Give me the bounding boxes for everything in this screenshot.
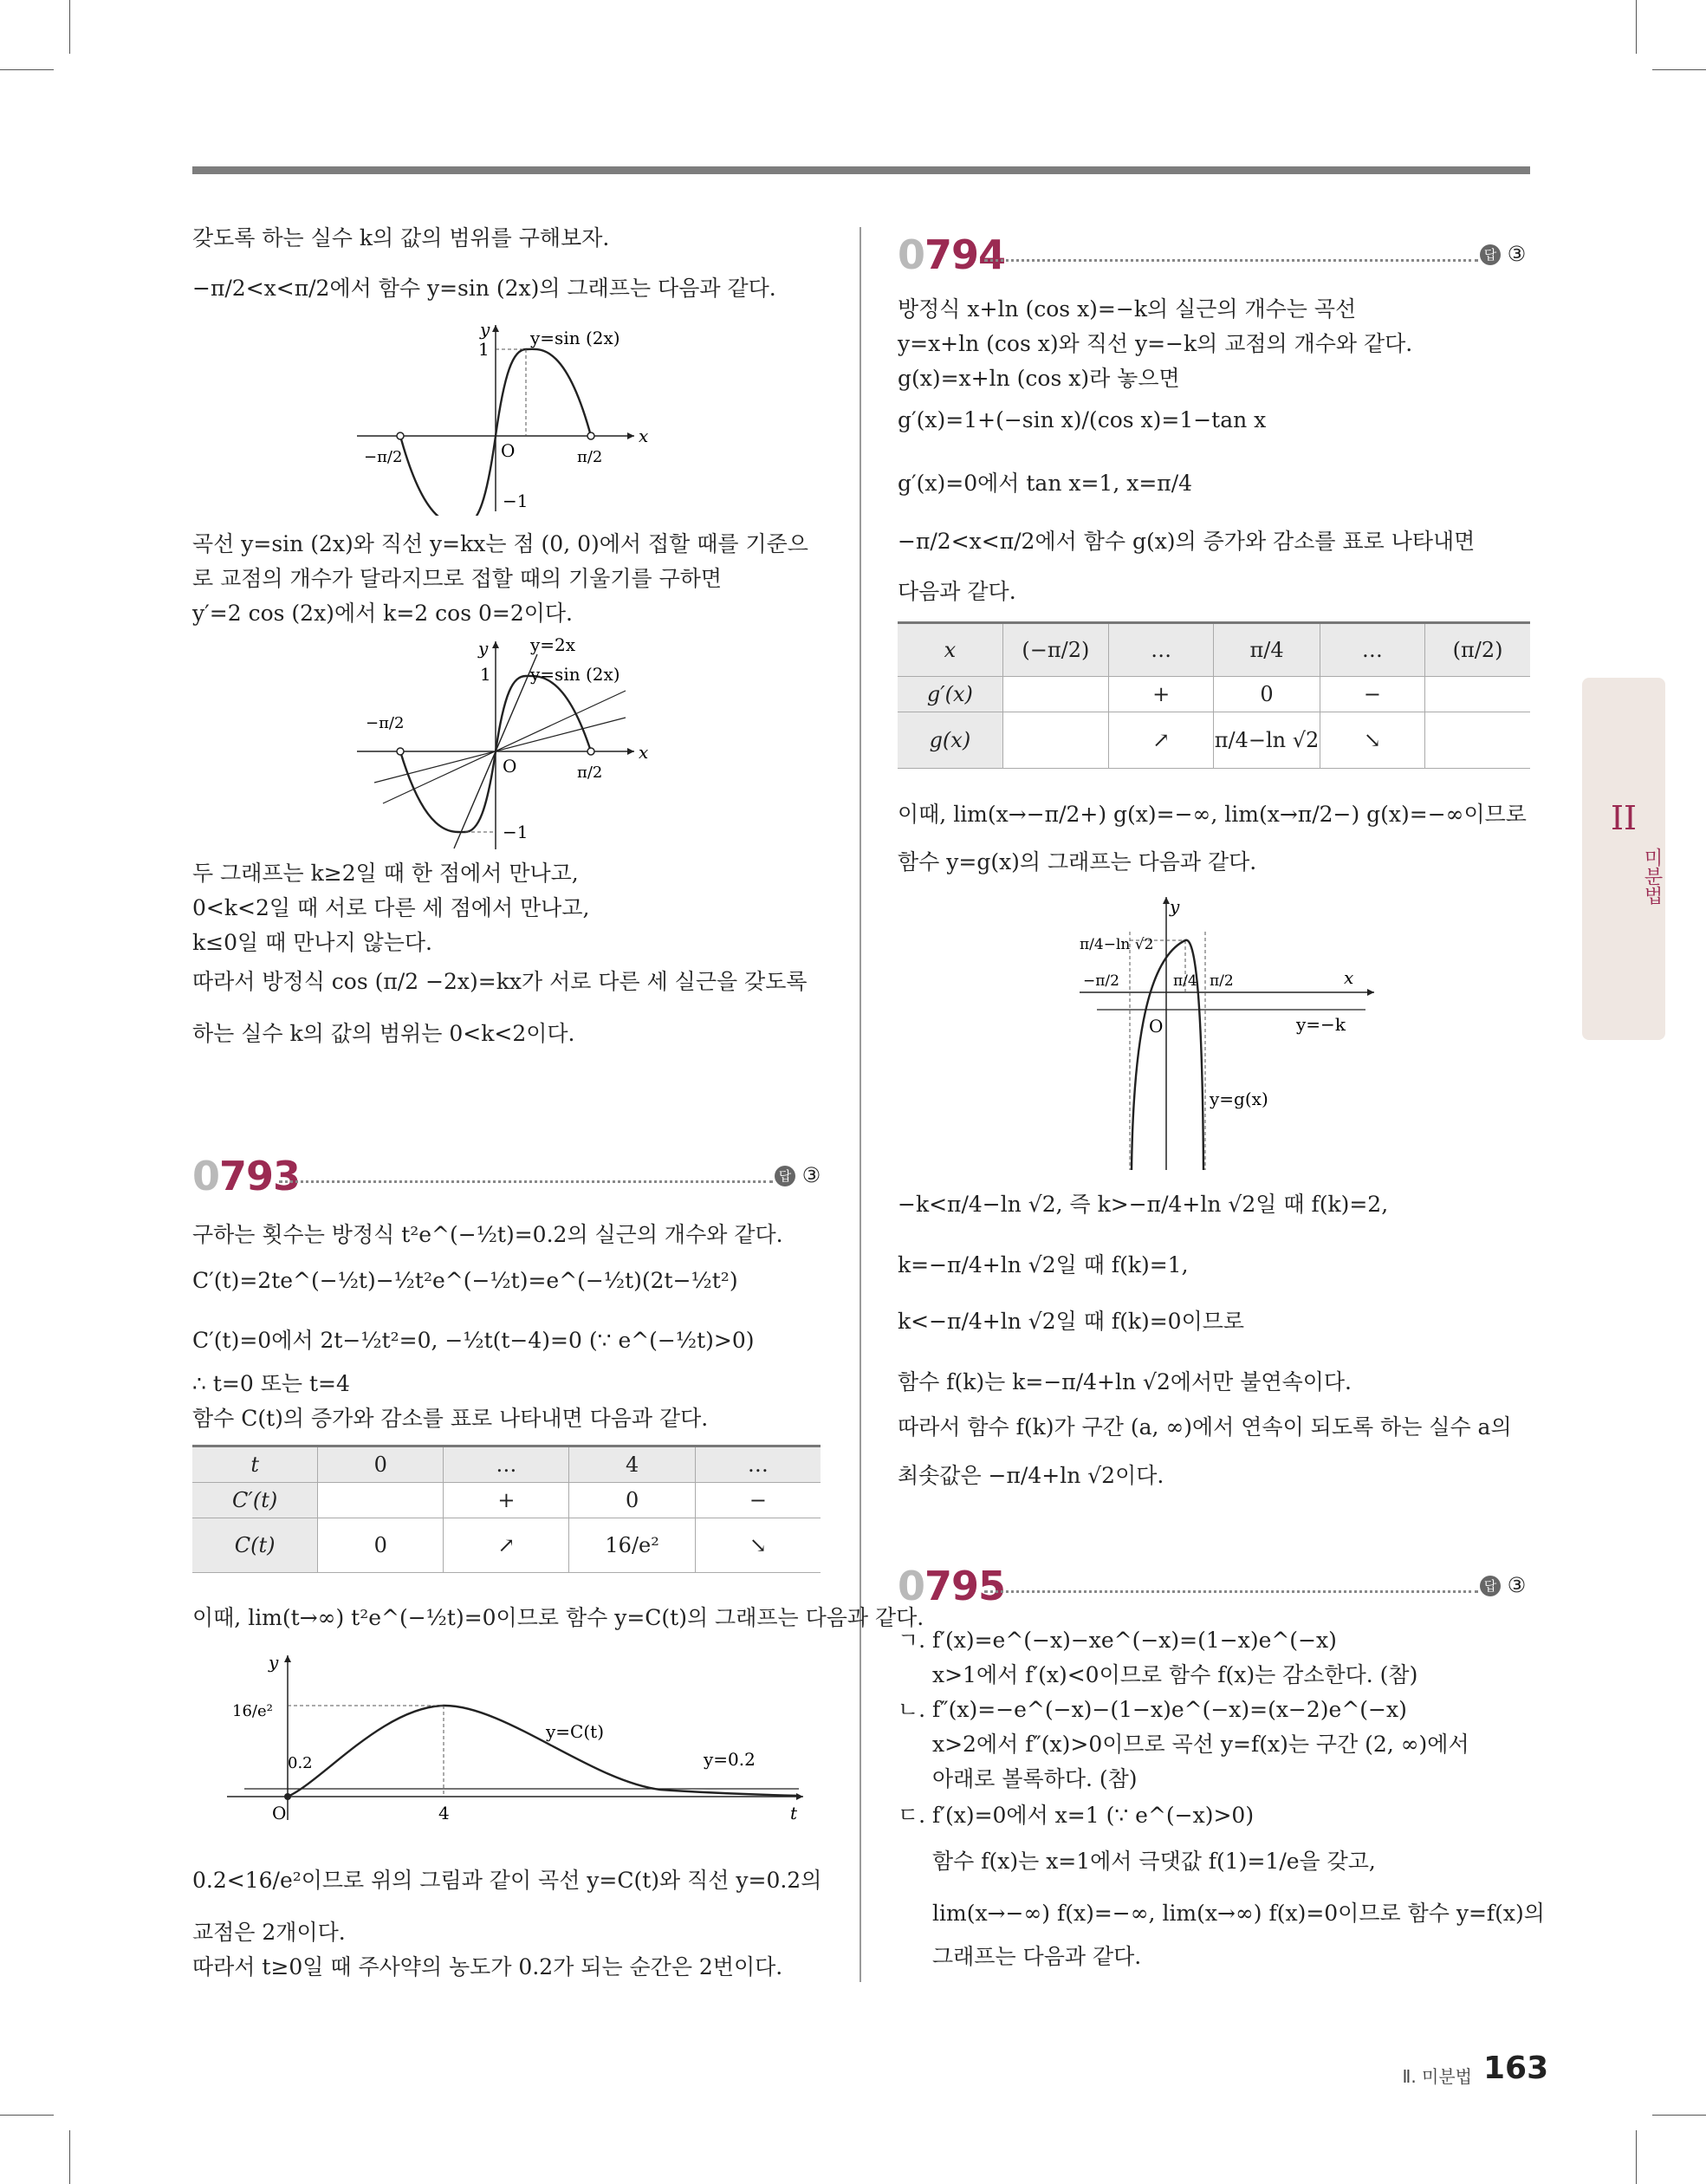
origin-label: O	[503, 756, 517, 777]
x-axis-label: t	[790, 1803, 798, 1823]
tick-4: 4	[438, 1803, 450, 1823]
text-line: k≤0일 때 만나지 않는다.	[192, 930, 432, 955]
text-line: 하는 실수 k의 값의 범위는 0<k<2이다.	[192, 1021, 575, 1046]
answer-icon: 답	[1480, 1576, 1501, 1596]
table-cell: g(x)	[898, 712, 1002, 769]
text-line: 0<k<2일 때 서로 다른 세 점에서 만나고,	[192, 895, 590, 920]
table-row	[192, 1483, 821, 1518]
text-line: 교점은 2개이다.	[192, 1920, 346, 1945]
problem-number: 0793	[192, 1153, 301, 1199]
table-cell: +	[1109, 677, 1214, 712]
table-cell: …	[1320, 623, 1424, 677]
chapter-side-tab	[1582, 678, 1665, 1040]
answer-badge: 답 ③	[1480, 1573, 1526, 1597]
table-cell: π/4−ln √2	[1214, 712, 1320, 769]
crop-mark	[1652, 2115, 1706, 2116]
text-line: y′=2 cos (2x)에서 k=2 cos 0=2이다.	[192, 601, 573, 626]
table-cell: ↗	[444, 1518, 569, 1573]
tick-neg-pi2: −π/2	[364, 448, 403, 466]
dotted-leader	[984, 259, 1478, 262]
text-line: 따라서 방정식 cos (π/2 −2x)=kx가 서로 다른 세 실근을 갖도록	[192, 969, 808, 994]
table-cell: C′(t)	[192, 1483, 318, 1518]
y-axis-label: y	[1170, 897, 1180, 917]
chapter-roman: II	[1610, 799, 1638, 837]
text-line: ∴ t=0 또는 t=4	[192, 1371, 350, 1396]
text-line: k=−π/4+ln √2일 때 f(k)=1,	[898, 1252, 1189, 1277]
text-line: lim(x→−∞) f(x)=−∞, lim(x→∞) f(x)=0이므로 함수 y=f(x)의	[932, 1901, 1545, 1926]
origin-label: O	[272, 1803, 287, 1823]
column-divider	[859, 227, 861, 1982]
text-line: g′(x)=0에서 tan x=1, x=π/4	[898, 471, 1193, 496]
curve-label: y=sin (2x)	[530, 664, 620, 685]
text-line: 0.2<16/e²이므로 위의 그림과 같이 곡선 y=C(t)와 직선 y=0.2의	[192, 1868, 822, 1893]
text-line: k<−π/4+ln √2일 때 f(k)=0이므로	[898, 1309, 1245, 1334]
table-cell: ↘	[695, 1518, 821, 1573]
origin-label: O	[1149, 1016, 1164, 1037]
table-cell: …	[1109, 623, 1214, 677]
tick-1: 1	[480, 664, 491, 685]
table-cell: …	[444, 1446, 569, 1483]
table-cell: −	[695, 1483, 821, 1518]
dotted-leader	[279, 1180, 773, 1183]
table-cell	[1002, 712, 1108, 769]
text-line: 따라서 t≥0일 때 주사약의 농도가 0.2가 되는 순간은 2번이다.	[192, 1954, 783, 1979]
table-cell: C(t)	[192, 1518, 318, 1573]
text-line: ㄷ. f′(x)=0에서 x=1 (∵ e^(−x)>0)	[898, 1803, 1255, 1828]
crop-mark	[69, 2130, 70, 2184]
text-line: 함수 f(x)는 x=1에서 극댓값 f(1)=1/e을 갖고,	[932, 1849, 1376, 1874]
table-cell	[1425, 677, 1530, 712]
table-row	[898, 623, 1530, 677]
crop-mark	[1636, 0, 1637, 54]
curve-label: y=sin (2x)	[530, 328, 620, 348]
tick-pi2: π/2	[577, 764, 603, 782]
problem-header-0795	[898, 1563, 1530, 1615]
text-line: y=x+ln (cos x)와 직선 y=−k의 교점의 개수와 같다.	[898, 331, 1413, 356]
text-line: x>1에서 f′(x)<0이므로 함수 f(x)는 감소한다. (참)	[932, 1662, 1418, 1687]
hline-label: y=0.2	[704, 1749, 756, 1770]
graph-gx	[1080, 897, 1391, 1174]
table-0793	[192, 1445, 821, 1573]
level-label: 0.2	[288, 1754, 313, 1772]
table-cell: 0	[318, 1518, 444, 1573]
dotted-leader	[984, 1590, 1478, 1593]
tick-neg-pi2: −π/2	[1083, 972, 1119, 990]
table-row	[898, 712, 1530, 769]
problem-number: 0795	[898, 1563, 1006, 1609]
text-line: 아래로 볼록하다. (참)	[932, 1766, 1138, 1791]
y-axis-label: y	[478, 638, 489, 659]
table-cell: x	[898, 623, 1002, 677]
line-label: y=2x	[530, 637, 576, 655]
table-cell: t	[192, 1446, 318, 1483]
text-line: 두 그래프는 k≥2일 때 한 점에서 만나고,	[192, 861, 579, 886]
text-line: g(x)=x+ln (cos x)라 놓으면	[898, 366, 1180, 391]
footer-section: Ⅱ. 미분법	[1402, 2066, 1472, 2087]
text-line: 그래프는 다음과 같다.	[932, 1944, 1142, 1969]
table-row	[898, 677, 1530, 712]
table-cell: 0	[569, 1483, 695, 1518]
answer-badge: 답 ③	[1480, 242, 1526, 266]
table-cell: 16/e²	[569, 1518, 695, 1573]
text-line: 함수 C(t)의 증가와 감소를 표로 나타내면 다음과 같다.	[192, 1406, 709, 1431]
table-row	[192, 1518, 821, 1573]
table-cell: π/4	[1214, 623, 1320, 677]
tick-minus1: −1	[503, 491, 529, 511]
crop-mark	[1652, 69, 1706, 70]
y-axis-label: y	[480, 325, 490, 340]
problem-number: 0794	[898, 231, 1006, 278]
text-line: −π/2<x<π/2에서 함수 g(x)의 증가와 감소를 표로 나타내면	[898, 529, 1476, 554]
table-cell: +	[444, 1483, 569, 1518]
max-label: π/4−ln √2	[1080, 936, 1154, 953]
text-line: 최솟값은 −π/4+ln √2이다.	[898, 1463, 1164, 1488]
table-cell: (−π/2)	[1002, 623, 1108, 677]
text-line: 구하는 횟수는 방정식 t²e^(−½t)=0.2의 실근의 개수와 같다.	[192, 1222, 783, 1247]
curve-label: y=C(t)	[546, 1721, 605, 1742]
table-row	[192, 1446, 821, 1483]
page-number: 163	[1483, 2051, 1549, 2086]
text-line: x>2에서 f″(x)>0이므로 곡선 y=f(x)는 구간 (2, ∞)에서	[932, 1732, 1469, 1757]
table-cell: 0	[1214, 677, 1320, 712]
top-rule	[192, 166, 1530, 174]
text-line: 갖도록 하는 실수 k의 값의 범위를 구해보자.	[192, 225, 610, 250]
text-line: 함수 y=g(x)의 그래프는 다음과 같다.	[898, 849, 1257, 874]
text-line: 로 교점의 개수가 달라지므로 접할 때의 기울기를 구하면	[192, 566, 723, 591]
text-line: 곡선 y=sin (2x)와 직선 y=kx는 점 (0, 0)에서 접할 때를 기준으	[192, 531, 808, 556]
text-line: ㄴ. f″(x)=−e^(−x)−(1−x)e^(−x)=(x−2)e^(−x)	[898, 1697, 1407, 1722]
tick-pi4: π/4	[1173, 972, 1197, 990]
answer-icon: 답	[775, 1166, 795, 1186]
x-axis-label: x	[639, 426, 649, 446]
tick-neg-pi2: −π/2	[366, 714, 405, 732]
x-axis-label: x	[639, 742, 649, 763]
graph-sin2x	[357, 325, 652, 516]
hline-label: y=−k	[1296, 1014, 1346, 1035]
text-line: 따라서 함수 f(k)가 구간 (a, ∞)에서 연속이 되도록 하는 실수 a의	[898, 1414, 1512, 1440]
problem-header-0794	[898, 231, 1530, 283]
x-axis-label: x	[1344, 967, 1354, 988]
crop-mark	[0, 2115, 54, 2116]
crop-mark	[1636, 2130, 1637, 2184]
crop-mark	[0, 69, 54, 70]
y-axis-label: y	[269, 1652, 279, 1673]
text-line: g′(x)=1+(−sin x)/(cos x)=1−tan x	[898, 407, 1267, 432]
text-line: 방정식 x+ln (cos x)=−k의 실근의 개수는 곡선	[898, 296, 1357, 322]
table-cell: 4	[569, 1446, 695, 1483]
table-0794	[898, 621, 1530, 769]
text-line: ㄱ. f′(x)=e^(−x)−xe^(−x)=(1−x)e^(−x)	[898, 1628, 1337, 1653]
answer-badge: 답 ③	[775, 1163, 821, 1187]
curve-label: y=g(x)	[1210, 1089, 1268, 1109]
text-line: −π/2<x<π/2에서 함수 y=sin (2x)의 그래프는 다음과 같다.	[192, 276, 776, 301]
table-cell	[1002, 677, 1108, 712]
tick-pi2: π/2	[1210, 972, 1234, 990]
crop-mark	[69, 0, 70, 54]
table-cell: 0	[318, 1446, 444, 1483]
text-line: 이때, lim(t→∞) t²e^(−½t)=0이므로 함수 y=C(t)의 그래프는 다음과 같다.	[192, 1605, 924, 1630]
tick-1: 1	[478, 339, 490, 360]
origin-label: O	[501, 440, 516, 461]
table-cell: (π/2)	[1425, 623, 1530, 677]
table-cell: g′(x)	[898, 677, 1002, 712]
tick-pi2: π/2	[577, 448, 603, 466]
answer-icon: 답	[1480, 244, 1501, 265]
graph-Ct	[227, 1651, 816, 1824]
text-line: 이때, lim(x→−π/2+) g(x)=−∞, lim(x→π/2−) g(x)=−∞이므로	[898, 802, 1527, 827]
table-cell: ↘	[1320, 712, 1424, 769]
chapter-name: 미분법	[1641, 848, 1663, 905]
tick-minus1: −1	[503, 822, 529, 842]
peak-label: 16/e²	[232, 1702, 273, 1720]
problem-header-0793	[192, 1153, 825, 1205]
text-line: −k<π/4−ln √2, 즉 k>−π/4+ln √2일 때 f(k)=2,	[898, 1192, 1389, 1217]
text-line: 함수 f(k)는 k=−π/4+ln √2에서만 불연속이다.	[898, 1369, 1352, 1394]
table-cell: ↗	[1109, 712, 1214, 769]
text-line: C′(t)=0에서 2t−½t²=0, −½t(t−4)=0 (∵ e^(−½t)>0)	[192, 1328, 755, 1353]
table-cell	[318, 1483, 444, 1518]
table-cell	[1425, 712, 1530, 769]
table-cell: −	[1320, 677, 1424, 712]
graph-sin2x-tangent	[357, 637, 652, 854]
text-line: 다음과 같다.	[898, 579, 1016, 604]
table-cell: …	[695, 1446, 821, 1483]
text-line: C′(t)=2te^(−½t)−½t²e^(−½t)=e^(−½t)(2t−½t²)	[192, 1268, 738, 1293]
